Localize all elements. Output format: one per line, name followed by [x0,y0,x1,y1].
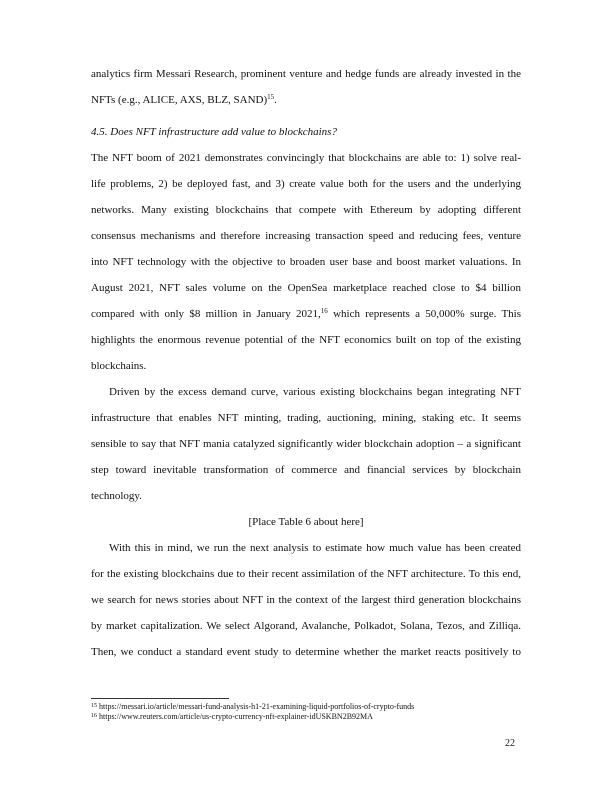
paragraph-4-line-4: by market capitalization. We select Algorand, Avalanche, Polkadot, Solana, Tezos, and Zilliqa. [91,620,521,632]
footnote-15-number: 15 [91,703,97,709]
paragraph-2-line-9: blockchains. [91,360,147,372]
footnote-16 [91,712,414,722]
paragraph-2-line-1: The NFT boom of 2021 demonstrates convincingly that blockchains are able to: 1) solve real- [91,152,521,164]
footnote-16-number: 16 [91,713,97,719]
body-text [91,61,521,665]
paragraph-3-line-5: technology. [91,490,142,502]
footnote-ref-16: 16 [320,307,328,315]
footnote-15-link[interactable]: https://messari.io/article/messari-fund-analysis-h1-21-examining-liquid-portfolios-of-crypto-funds [97,702,415,711]
paragraph-1-tail: . [274,94,277,106]
paragraph-4-line-2: for the existing blockchains due to their recent assimilation of the NFT architecture. To this end, [91,568,521,580]
paragraph-3-line-3: sensible to say that NFT mania catalyzed significantly wider blockchain adoption – a significant [91,438,521,450]
footnotes [91,702,414,722]
paragraph-3-line-2: infrastructure that enables NFT minting, trading, auctioning, mining, staking etc. It seems [91,412,521,424]
footnote-divider [91,698,229,699]
paragraph-3 [91,379,521,509]
paragraph-4-line-1: With this in mind, we run the next analysis to estimate how much value has been created [109,542,521,554]
section-heading: 4.5. Does NFT infrastructure add value to blockchains? [91,126,337,138]
paragraph-2-line-6: August 2021, NFT sales volume on the OpenSea marketplace reached close to $4 billion [91,282,521,294]
paragraph-3-line-4: step toward inevitable transformation of commerce and financial services by blockchain [91,464,521,476]
paragraph-4-line-3: we search for news stories about NFT in the context of the largest third generation blockchains [91,594,521,606]
paragraph-2-line-4: consensus mechanisms and therefore increasing transaction speed and reducing fees, venture [91,230,521,242]
paragraph-2-line-7 [91,301,521,327]
paragraph-4 [91,535,521,665]
footnote-15 [91,702,414,712]
paragraph-2-line-3: networks. Many existing blockchains that compete with Ethereum by adopting different [91,204,521,216]
paragraph-2-line-7-end: which represents a 50,000% surge. This [327,308,521,320]
paragraph-1-line-2-text: NFTs (e.g., ALICE, AXS, BLZ, SAND) [91,94,268,106]
paragraph-3-line-1: Driven by the excess demand curve, various existing blockchains began integrating NFT [109,386,521,398]
paragraph-4-line-5: Then, we conduct a standard event study to determine whether the market reacts positively to [91,646,521,658]
paragraph-2-line-5: into NFT technology with the objective to broaden user base and boost market valuations. In [91,256,521,268]
paragraph-2-line-2: life problems, 2) be deployed fast, and 3) create value both for the users and the underlying [91,178,521,190]
paragraph-2-line-8: highlights the enormous revenue potential of the NFT economics built on top of the existing [91,334,521,346]
table-placeholder: [Place Table 6 about here] [248,516,364,528]
paragraph-2-line-7-start: compared with only $8 million in January 2021, [91,308,321,320]
page-number: 22 [505,738,515,749]
paragraph-1-line-2 [91,87,521,113]
footnote-16-link[interactable]: https://www.reuters.com/article/us-crypto-currency-nft-explainer-idUSKBN2B92MA [97,712,373,721]
paragraph-2 [91,145,521,379]
paragraph-1-line-1: analytics firm Messari Research, prominent venture and hedge funds are already invested in the [91,68,521,80]
footnote-ref-15: 15 [267,93,275,101]
